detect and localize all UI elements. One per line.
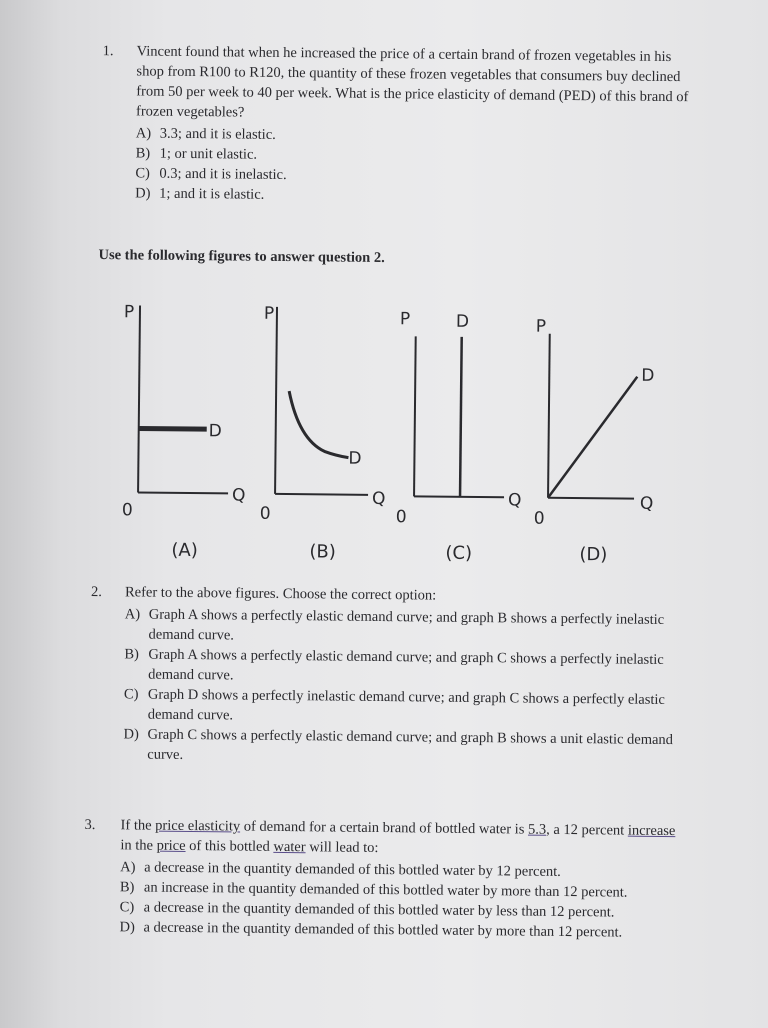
graph-c-p-label: P <box>399 309 411 330</box>
graph-c-q-label: Q <box>507 490 522 511</box>
options-list <box>135 123 696 209</box>
graph-d-caption: (D) <box>579 544 608 566</box>
graph-b-demand-curve <box>288 391 349 458</box>
option-a <box>124 604 684 650</box>
graph-c-origin-label: 0 <box>395 507 407 528</box>
text-segment: of this bottled <box>185 837 274 855</box>
option-d <box>123 724 683 770</box>
options-list <box>119 857 680 943</box>
text-segment: in the <box>120 837 157 854</box>
graph-c-d-label: D <box>455 311 470 332</box>
graph-a <box>121 302 247 561</box>
graph-b-q-label: Q <box>371 488 386 510</box>
question-text: Vincent found that when he increased the price of a certain brand of frozen vegetables in his shop from R100 to R120, the quantity of these frozen vegetables that consumers buy declined from 50 per week to 40 per week. What is the price elasticity of demand (PED) of this brand of frozen vegetables? <box>135 43 689 121</box>
option-text: a decrease in the quantity demanded of this bottled water by less than 12 percent. <box>143 899 615 921</box>
graph-a-d-label: D <box>208 421 222 442</box>
graph-d-p-label: P <box>535 316 547 337</box>
graph-b-origin-label: 0 <box>259 503 271 524</box>
graph-a-origin-label: 0 <box>121 500 133 521</box>
graph-d-price-axis <box>548 334 550 498</box>
graph-b-d-label: D <box>348 448 362 469</box>
question-2 <box>90 582 691 763</box>
underlined-term: price <box>156 837 186 854</box>
graph-a-demand-curve <box>139 428 207 429</box>
graph-b-quantity-axis <box>275 494 368 495</box>
option-letter: B) <box>119 879 135 896</box>
underlined-term: increase <box>627 822 676 840</box>
option-letter: A) <box>135 125 152 142</box>
option-letter: D) <box>135 185 151 202</box>
underlined-term: 5.3 <box>527 821 547 838</box>
graph-a-quantity-axis <box>138 492 228 493</box>
graph-d-q-label: Q <box>639 493 654 514</box>
question-3 <box>84 815 689 941</box>
option-b <box>124 644 684 690</box>
option-letter: C) <box>123 686 139 703</box>
graph-d-d-label: D <box>641 365 655 386</box>
graph-a-price-axis <box>138 305 140 492</box>
graph-d-quantity-axis <box>548 498 634 499</box>
options-list <box>123 604 685 770</box>
text-segment: If the <box>120 817 156 834</box>
option-text: Graph C shows a perfectly elastic demand curve; and graph B shows a unit elastic demand curve. <box>147 726 674 763</box>
option-text: a decrease in the quantity demanded of this bottled water by 12 percent. <box>144 859 561 880</box>
text-segment: , a 12 percent <box>546 821 628 839</box>
graph-a-caption: (A) <box>171 539 198 562</box>
option-text: 1; or unit elastic. <box>159 145 258 163</box>
graph-d-demand-curve <box>548 376 637 499</box>
graph-b-caption: (B) <box>309 541 336 563</box>
graph-c-price-axis <box>414 336 416 496</box>
graph-a-p-label: P <box>123 302 135 323</box>
graph-b <box>259 304 387 563</box>
graph-b-price-axis <box>275 307 277 494</box>
option-text: a decrease in the quantity demanded of this bottled water by more than 12 percent. <box>143 919 623 941</box>
option-letter: A) <box>124 606 141 623</box>
option-text: Graph A shows a perfectly elastic demand curve; and graph C shows a perfectly inelastic demand curve. <box>148 646 664 684</box>
graph-b-p-label: P <box>263 303 275 324</box>
option-letter: B) <box>135 145 151 162</box>
option-text: Graph D shows a perfectly inelastic demand curve; and graph C shows a perfectly elastic demand curve. <box>147 686 666 724</box>
text-segment: of demand for a certain brand of bottled water is <box>240 818 529 838</box>
graph-d-origin-label: 0 <box>533 508 545 529</box>
option-text: Graph A shows a perfectly elastic demand curve; and graph B shows a perfectly inelastic demand curve. <box>148 606 665 644</box>
underlined-term: water <box>273 838 306 856</box>
text-segment: will lead to: <box>305 839 379 857</box>
graph-d <box>533 317 655 566</box>
question-number: 2. <box>90 583 102 601</box>
graph-a-q-label: Q <box>231 485 246 506</box>
option-text: 3.3; and it is elastic. <box>159 125 276 143</box>
option-text: 0.3; and it is inelastic. <box>159 165 287 184</box>
question-number: 3. <box>84 816 96 834</box>
option-letter: C) <box>135 165 150 182</box>
graph-c-caption: (C) <box>445 542 473 564</box>
option-text: 1; and it is elastic. <box>159 185 265 203</box>
question-1 <box>102 41 703 203</box>
option-text: an increase in the quantity demanded of this bottled water by more than 12 percent. <box>143 879 628 901</box>
question-number: 1. <box>102 43 114 60</box>
figures-instruction: Use the following figures to answer question 2. <box>98 247 385 267</box>
option-letter: A) <box>120 859 136 876</box>
option-letter: D) <box>119 919 135 936</box>
option-c <box>124 684 684 730</box>
option-letter: D) <box>123 726 139 743</box>
option-letter: B) <box>124 646 139 663</box>
question-text <box>120 815 680 861</box>
option-letter: C) <box>119 899 135 916</box>
graph-c-demand-curve <box>460 337 462 497</box>
demand-curve-figures <box>109 297 672 578</box>
underlined-term: price elasticity <box>155 817 241 835</box>
graph-c <box>395 309 523 564</box>
question-text: Refer to the above figures. Choose the correct option: <box>124 584 437 604</box>
